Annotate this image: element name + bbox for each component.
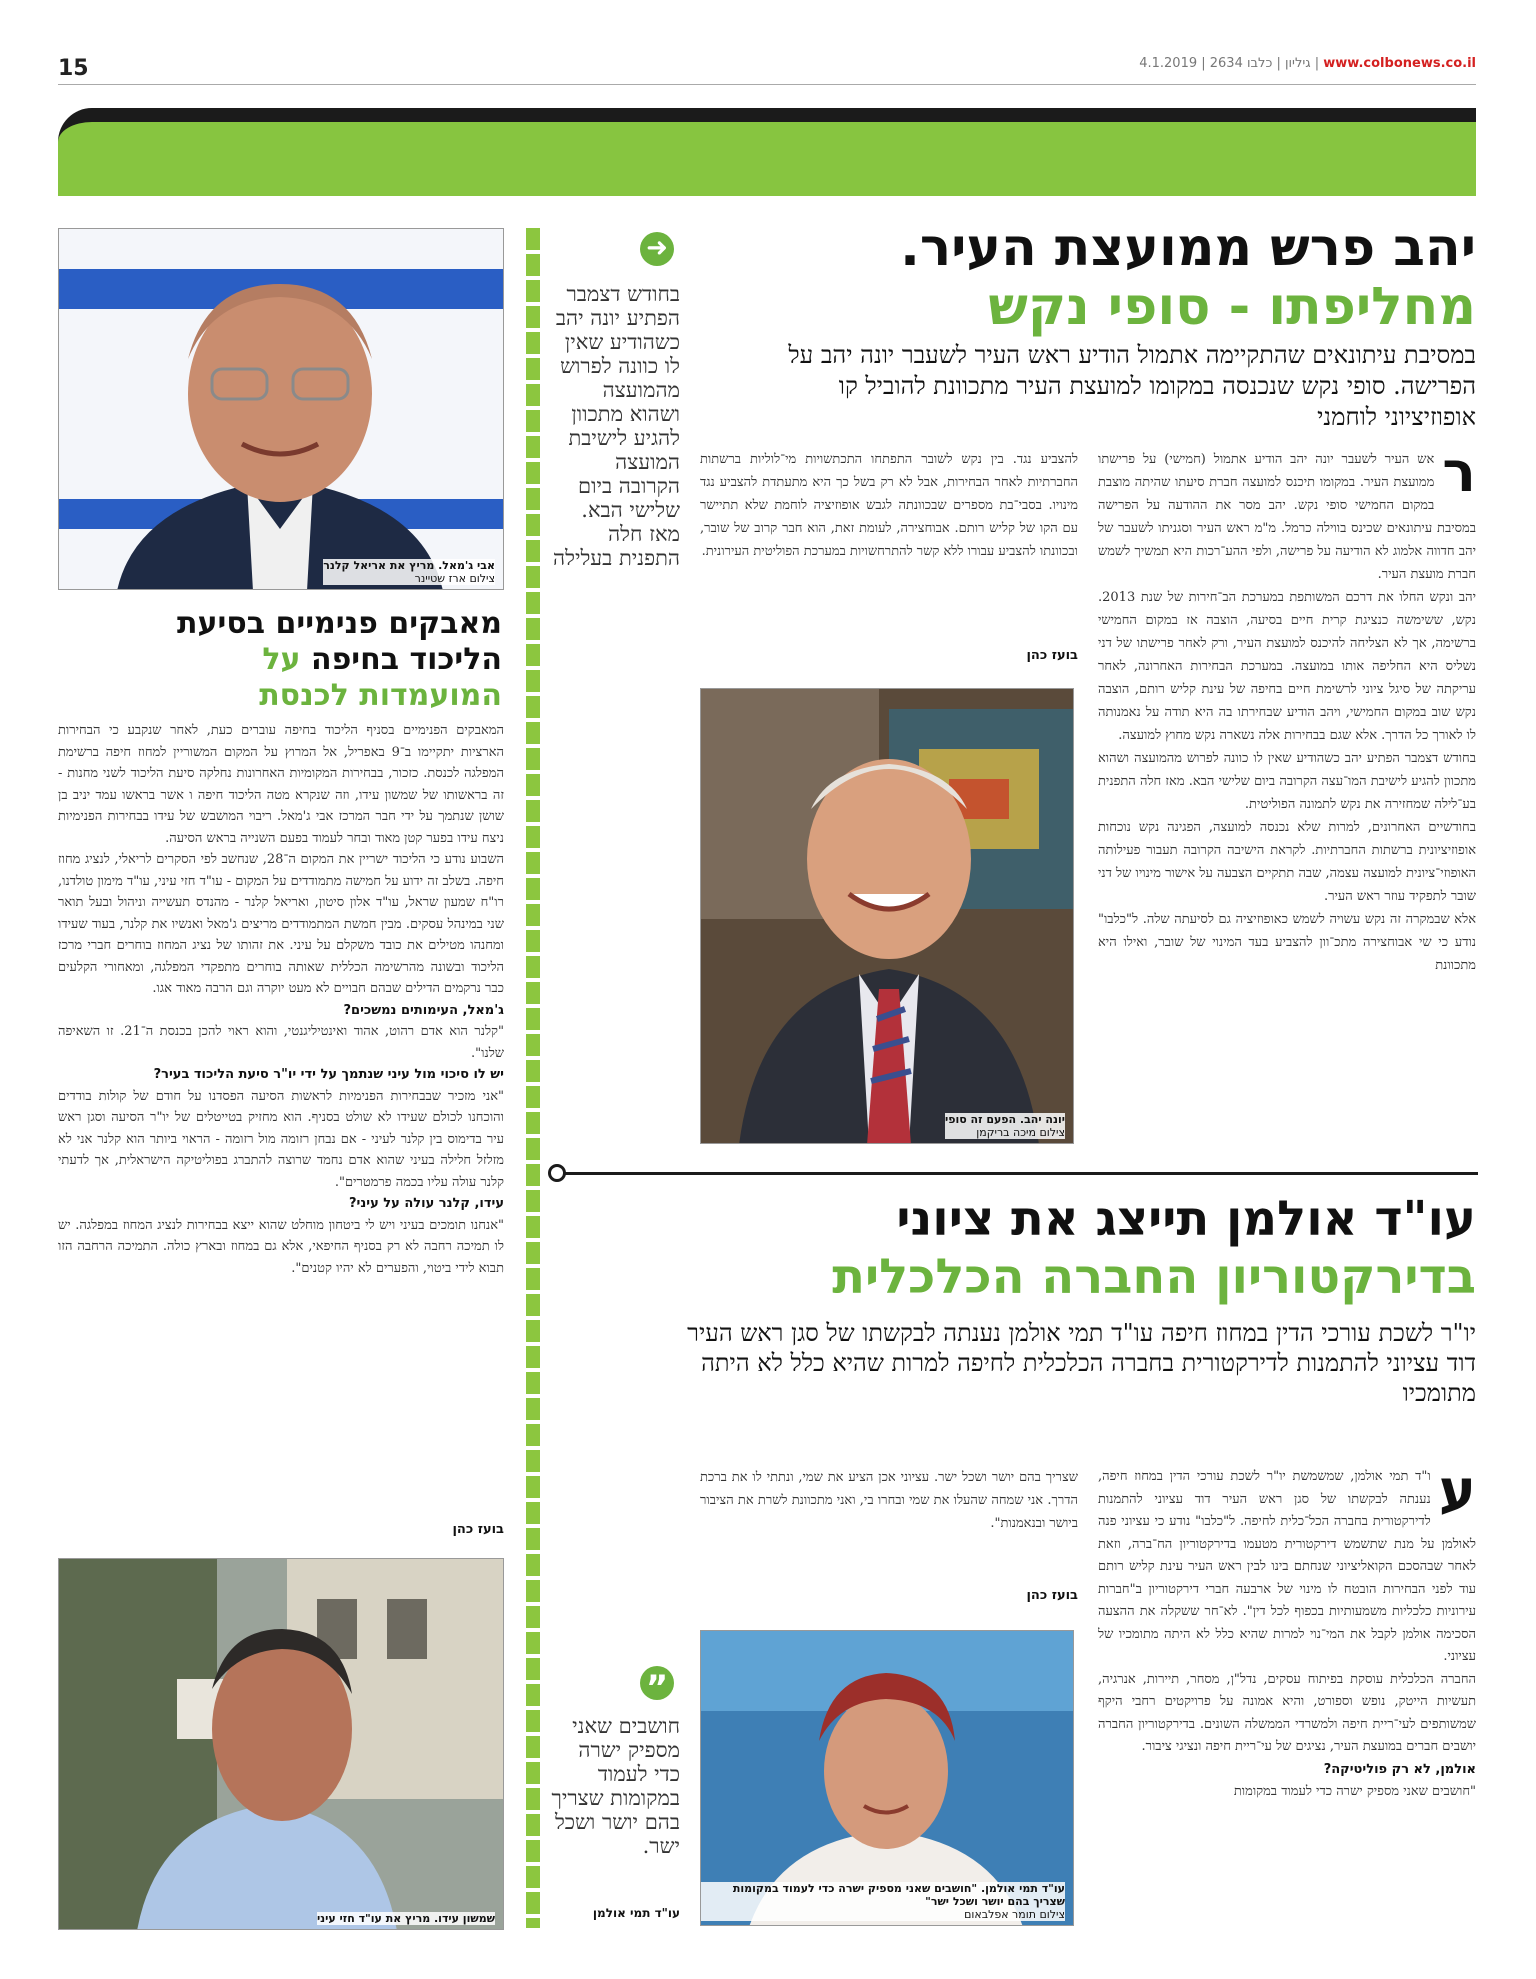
story3-byline: בועז כהן	[1026, 1588, 1078, 1603]
story2-photo	[58, 228, 504, 590]
portrait-avi-jamal	[58, 229, 503, 590]
story2-question: עידו, קלנר עולה על עיני?	[349, 1196, 504, 1211]
story1-byline: בועז כהן	[1026, 648, 1078, 663]
story1-paragraph: אלא שבמקרה זה נקש עשויה לשמש כאופוזיציה גם לסיעתה שלה. ל"כלבו" נודע כי שי אבוחצירה מתכ־וון להצביע בעד המינוי של שובר, ואילו היא מתכוונת	[1098, 912, 1476, 973]
story3-photo	[700, 1630, 1074, 1926]
story3-body-right	[1098, 1466, 1476, 1926]
story1-photo	[700, 688, 1074, 1144]
story3-deck: יו"ר לשכת עורכי הדין במחוז חיפה עו"ד תמי אולמן נענתה לבקשתו של סגן ראש העיר דוד עציוני להתמנות לדירקטורית בחברה הכלכלית לחיפה למרות שהיא כלל לא היתה מתומכיו	[687, 1319, 1476, 1407]
site-url[interactable]: www.colbonews.co.il	[1323, 56, 1476, 71]
story3-headline-green: בדירקטוריון החברה הכלכלית	[832, 1249, 1476, 1305]
caption-text: אבי ג'מאל. מריץ את אריאל קלנר	[323, 559, 495, 572]
photo-credit: צילום ארז שטיינר	[414, 572, 495, 585]
story2-headline-line2	[262, 642, 502, 678]
story1-paragraph: בחודש דצמבר הפתיע יהב כשהודיע שאין לו כוונה לפרוש מהמועצה ושהוא מתכוון להגיע לישיבת המו־עצה הקרובה ביום שלישי הבא. מאז חלה התפנית בע־לילה שמחזירה את נקש לתמונה הפוליטית.	[1098, 751, 1476, 812]
caption-text: יונה יהב. הפעם זה סופי	[944, 1113, 1065, 1126]
section-divider-dot	[548, 1164, 566, 1182]
portrait-yona-yahav	[700, 689, 1073, 1144]
story3-photo-caption	[701, 1882, 1065, 1921]
quote-icon: ”	[640, 1666, 674, 1700]
page-number: 15	[58, 56, 89, 81]
story1-headline: יהב פרש ממועצת העיר.	[900, 218, 1476, 278]
story2-byline: בועז כהן	[452, 1522, 504, 1537]
story3-paragraph: החברה הכלכלית עוסקת בפיתוח עסקים, נדל"ן, מסחר, תיירות, אנרגיה, תעשיות הייטק, נופש וספורט, והיא אמונה על פרויקטים רחבי היקף שמשותפים לעי־ריית חיפה ולמשרדי הממשלה השונים. בדירקטוריון החברה יושבים חברים במועצת העיר, נציגים של עי־ריית חיפה ונציגי ציבור.	[1098, 1671, 1476, 1754]
column-divider-stripe	[526, 228, 540, 1928]
photo-credit: צילום מיכה בריקמן	[976, 1126, 1065, 1139]
story1-body-left: להצביע נגד. בין נקש לשובר התפתחו התכתשויות מי־לוליות ברשתות החברתיות לאחר הבחירות, אבל לא רק בשל כך היא מתעתדת להצביע נגד מינויו. בסבי־בת מספרים שבכוונתה לגבש אופוזיציה לוחמת שלא תתיישר עם הקו של קליש רותם. אבוחצירה, לעומת זאת, הוא חבר קרוב של שובר, ובכוונתו להצביע עבורו ללא קשר להתרחשויות במערכת הפוליטית העירונית.	[700, 452, 1078, 559]
story2-headline-line3: המועמדות לכנסת	[259, 678, 502, 713]
story1-paragraph: יהב ונקש החלו את דרכם המשותפת במערכת הב־חירות של שנת 2013. נקש, ששימשה כנציגת קרית חיים בסיעה, הוצבה אז במקום החמישי ברשימה, אך לא הצליחה להיכנס למועצת העיר, ורק לאחר פרישתו של דני נשליס היא החליפה אותו במועצה. במערכת הבחירות האחרונה, לאחר עריקתה של סיגל ציוני לרשימת חיים בחיפה של עינת קליש רותם, הוצבה נקש שוב במקום החמישי, ויהב הודיע שבחירתו בה היא תודה על נאמנותה לו לאורך כל הדרך. אלא שגם בבחירות אלה נשארה נקש מחוץ למועצה.	[1098, 590, 1476, 743]
section-divider-line	[560, 1172, 1478, 1175]
story2-answer: "אני מזכיר שבבחירות הפנימיות לראשות הסיעה הפסדנו על חודם של קולות בודדים והוכחנו לכולם שעידו לא שולט בסניף. הוא מחזיק בטייטלים של יו"ר הסיעה וסגן ראש עיר בדימוס בין קלנר לעיני - אם נבחן רזומה מול רזומה - הראוי ביותר הוא קלנר אני לא מזלזל חלילה בעיני שהוא אדם נחמד שרוצה להתברג בפוליטיקה הישראלית, אך לדעתי קלנר עולה עליו בכמה פרמטרים".	[58, 1088, 504, 1190]
portrait-shimshon-ido	[58, 1559, 503, 1930]
story2-paragraph: השבוע נודע כי הליכוד ישריין את המקום ה־28, שנחשב לפי הסקרים לריאלי, לנציג מחוז חיפה. בשלב זה ידוע על חמישה מתמודדים על המקום - עו"ד חזי עיני, עו"ד מימון טולדנו, רו"ח שמעון שראל, עו"ד אלון סיטון, ואריאל קלנר - מהנדס תעשייה וניהול ובעל תואר שני במינהל עסקים. מבין חמשת המתמודדים מריצים ג'מאל ואנשיו את קלנר, בעוד שעידו ומחנהו מטילים את כובד משקלם על עיני. את זהותו של נציג המחוז בוחרים חברי מרכז הליכוד ובשונה מהרשימה הכללית שאותה בוחרים מתפקדי המפלגה, ומאחורי הקלעים כבר נרקמים הדילים שבהם חבויים לא מעט יוקרה וגם הרבה מאוד אגו.	[58, 852, 504, 996]
story2-photo2	[58, 1558, 504, 1930]
caption-text: עו"ד תמי אולמן. "חושבים שאני מספיק ישרה כדי לעמוד במקומות שצריך בהם יושר ושכל ישר"	[732, 1882, 1065, 1908]
pull-quote-2: חושבים שאני מספיק ישרה כדי לעמוד במקומות שצריך בהם יושר ושכל ישר.	[551, 1714, 680, 1858]
headline-word: הליכוד בחיפה	[310, 642, 502, 677]
story3-answer: "חושבים שאני מספיק ישרה כדי לעמוד במקומות	[1233, 1784, 1476, 1799]
photo-credit: צילום תומר אפלבאום	[964, 1908, 1065, 1921]
story2-answer: "קלנר הוא אדם רהוט, אהוד ואינטיליגנטי, והוא ראוי להכן בכנסת ה־21. זו השאיפה שלנו".	[58, 1024, 504, 1061]
story2-body	[58, 720, 504, 1510]
story3-paragraph: ו"ד תמי אולמן, שמשמשת יו"ר לשכת עורכי הדין במחוז חיפה, נענתה לבקשתו של סגן ראש העיר דוד עציוני להתמנות לדירקטורית בחברה הכל־כלית לחיפה. ל"כלבו" נודע כי עציוני פנה לאולמן על מנת שתשמש דירקטורית מטעמו בדירקטוריון הח־ברה, וזאת לאחר שבהסכם הקואליציוני שנחתם בינו לבין ראש העיר עינת קליש רותם עוד לפני הבחירות הובטח לו מינוי של ארבעה חברי דירקטוריון ב"חברות עירוניות כלכליות משמעותיות בכפוף לכל דין". לא־חר ששקלה את ההצעה הסכימה אולמן לקבל את המי־נוי למרות שהיא כלל לא היתה מתומכיו של עציוני.	[1098, 1469, 1476, 1664]
story2-photo-caption	[323, 559, 495, 585]
story2-paragraph: המאבקים הפנימיים בסניף הליכוד בחיפה עוברים כעת, לאחר שנקבע כי הבחירות הארציות יתקיימו ב־9 באפריל, אל המרוץ על המקום המשוריין למחוז חיפה ברשימת המפלגה לכנסת. כזכור, בבחירות המקומיות האחרונות נחלקה סיעת הליכוד לשני מחנות - זה בראשותו של שמשון עידו, וזה שנקרא מטה הליכוד חיפה ו אשר בראשו עמד יניב בן שושן שנתמך על ידי חבר המרכז אבי ג'מאל. ריבוי המושבש של עידו בבחירות הפנימיות ניצח עידו בפער קטן מאוד ובחר לעמוד בפעם השנייה בראש הסיעה.	[58, 723, 504, 846]
story1-headline-green: מחליפתו - סופי נקש	[988, 277, 1476, 337]
story1-dropcap: ר	[1442, 448, 1476, 505]
story1-paragraph: אש העיר לשעבר יונה יהב הודיע אתמול (חמישי) על פרישתו ממועצת העיר. במקומו תיכנס למועצה חברת סיעתו שהיתה מוצבת במקום החמישי סופי נקש. יהב מסר את ההודעה על הפרישה במסיבת עיתונאים שכינס בווילה כרמל. מ"מ ראש העיר וסגניתו לשעבר של יהב חדווה אלמוג לא הודיעה על פרישה, ולפי ההע־רכות היא תמשיך לשמש חברת מועצת העיר.	[1098, 452, 1476, 582]
story2-photo2-caption: שמשון עידו. מריץ את עו"ד חזי עיני	[316, 1912, 495, 1925]
story2-headline: מאבקים פנימיים בסיעת	[177, 606, 502, 641]
header-meta-text: 4.1.2019 | 2634 גיליון | כלבו |	[1139, 56, 1320, 71]
story3-headline: עו"ד אולמן תייצג את ציוני	[896, 1191, 1476, 1247]
story3-question: אולמן, לא רק פוליטיקה?	[1323, 1761, 1476, 1777]
story1-paragraph: בחודשיים האחרונים, למרות שלא נכנסה למועצה, הפגינה נקש נוכחות אופוזיציונית ברשתות החברתיות. לקראת הישיבה הקרובה תעבור פעילותה האופוזי־ציונית למועצה עצמה, שבה תתקיים הצבעה על אישור מינויו של דני שובר לתפקיד עוזר ראש העיר.	[1098, 820, 1476, 904]
green-banner	[58, 108, 1476, 196]
story3-body-left: שצריך בהם יושר ושכל ישר. עציוני אכן הציע את שמי, ונתתי לו את ברכת הדרך. אני שמחה שהעלו את שמי ובחרו בי, ואני מתכוונת לשרת את הציבור ביושר ובנאמנות".	[700, 1470, 1078, 1531]
arrow-icon: ➜	[640, 232, 674, 266]
pull-quote-1: בחודש דצמבר הפתיע יונה יהב כשהודיע שאין לו כוונה לפרוש מהמועצה ושהוא מתכוון להגיע לישיבת המועצה הקרובה ביום שלישי הבא. מאז חלה התפנית בעלילה	[553, 282, 680, 570]
pull-quote-2-attribution: עו"ד תמי אולמן	[592, 1906, 680, 1920]
story3-dropcap: ע	[1438, 1466, 1476, 1523]
story2-answer: "אנחנו תומכים בעיני ויש לי ביטחון מוחלט שהוא ייצא בבחירות לנציג המחוז במפלגה. יש לו תמיכה רחבה לא רק בסניף החיפאי, אלא גם במחוז ובארץ כולה. התמיכה הרחבה הזו תבוא לידי ביטוי, והפערים לא יהיו קטנים".	[58, 1217, 504, 1276]
page-header-meta	[1139, 56, 1476, 71]
header-rule	[58, 84, 1476, 85]
story1-deck: במסיבת עיתונאים שהתקיימה אתמול הודיע ראש העיר לשעבר יונה יהב על הפרישה. סופי נקש שנכנסה במקומו למועצת העיר מתכוונת להוביל קו אופוזיציוני לוחמני	[788, 341, 1476, 431]
story1-photo-caption	[945, 1113, 1065, 1139]
story1-body-right	[1098, 448, 1476, 1156]
story2-question: ג'מאל, העימותים נמשכים?	[343, 1002, 504, 1018]
story2-question: יש לו סיכוי מול עיני שנתמך על ידי יו"ר סיעת הליכוד בעיר?	[153, 1067, 504, 1082]
headline-green-word: על	[262, 642, 301, 677]
